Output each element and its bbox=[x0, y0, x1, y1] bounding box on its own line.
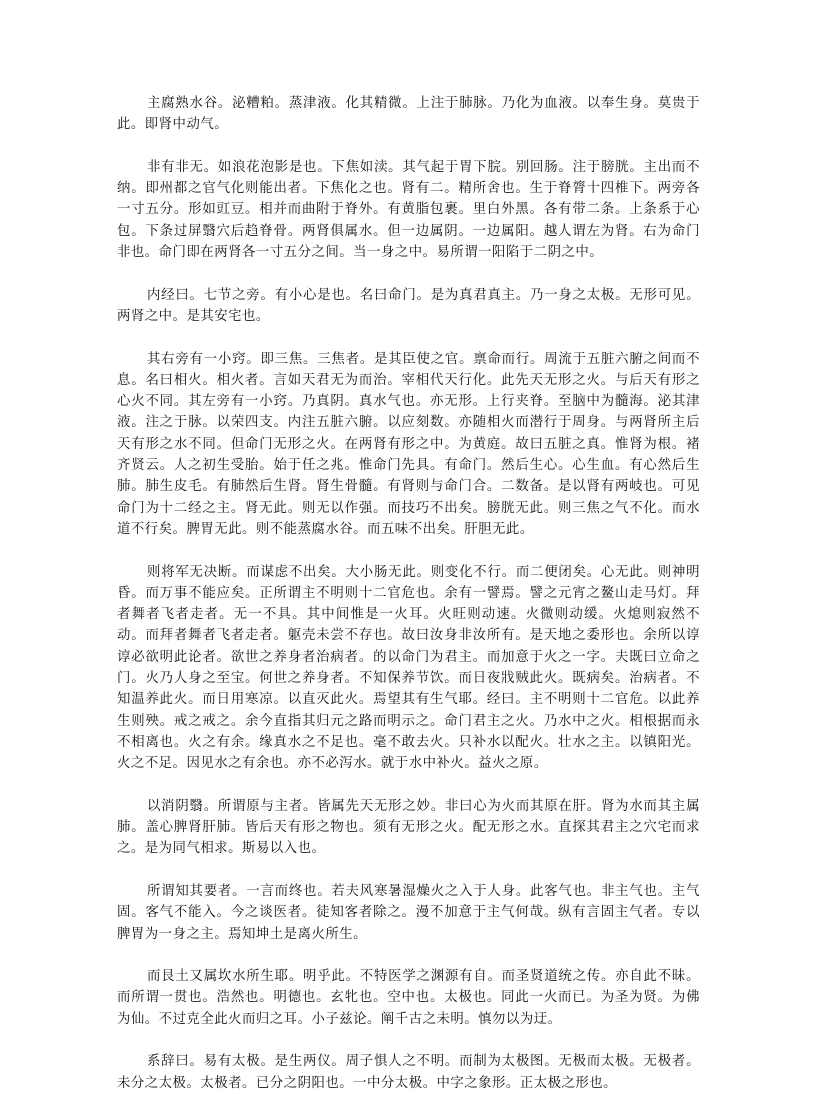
paragraph-3: 内经曰。七节之旁。有小心是也。名曰命门。是为真君真主。乃一身之太极。无形可见。两肾之中。是其安宅也。 bbox=[117, 287, 700, 324]
paragraph-8: 而艮土又属坎水所生耶。明乎此。不特医学之渊源有自。而圣贤道统之传。亦自此不昧。而所谓一贯也。浩然也。明德也。玄牝也。空中也。太极也。同此一火而已。为圣为贤。为佛为仙。不过克全此火而归之耳。小子兹论。阐千古之未明。慎勿以为迂。 bbox=[117, 969, 700, 1027]
paragraph-2: 非有非无。如浪花泡影是也。下焦如渎。其气起于胃下脘。别回肠。注于膀胱。主出而不纳。即州都之官气化则能出者。下焦化之也。肾有二。精所舍也。生于脊膂十四椎下。两旁各一寸五分。形如豇豆。相并而曲附于脊外。有黄脂包裹。里白外黑。各有带二条。上条系于心包。下条过屏翳穴后趋脊骨。两肾俱属水。但一边属阴。一边属阳。越人谓左为肾。右为命门非也。命门即在两肾各一寸五分之间。当一身之中。易所谓一阳陷于二阴之中。 bbox=[117, 159, 700, 261]
paragraph-5: 则将军无决断。而谋虑不出矣。大小肠无此。则变化不行。而二便闭矣。心无此。则神明昏。而万事不能应矣。正所谓主不明则十二官危也。余有一譬焉。譬之元宵之鳌山走马灯。拜者舞者飞者走者。无一不具。其中间惟是一火耳。火旺则动速。火微则动缓。火熄则寂然不动。而拜者舞者飞者走者。躯壳未尝不存也。故曰汝身非汝所有。是天地之委形也。余所以谆谆必欲明此论者。欲世之养身者治病者。的以命门为君主。而加意于火之一字。夫既曰立命之门。火乃人身之至宝。何世之养身者。不知保养节饮。而日夜戕贼此火。既病矣。治病者。不知温养此火。而日用寒凉。以直灭此火。焉望其有生气耶。经曰。主不明则十二官危。以此养生则殃。戒之戒之。余今直指其归元之路而明示之。命门君主之火。乃水中之火。相根据而永不相离也。火之有余。缘真水之不足也。毫不敢去火。只补水以配火。壮水之主。以镇阳光。火之不足。因见水之有余也。亦不必泻水。就于水中补火。益火之原。 bbox=[117, 564, 700, 772]
document-page bbox=[117, 93, 700, 1094]
paragraph-9: 系辞曰。易有太极。是生两仪。周子惧人之不明。而制为太极图。无极而太极。无极者。未分之太极。太极者。已分之阴阳也。一中分太极。中字之象形。正太极之形也。 bbox=[117, 1054, 700, 1091]
paragraph-4: 其右旁有一小窍。即三焦。三焦者。是其臣使之官。禀命而行。周流于五脏六腑之间而不息。名曰相火。相火者。言如天君无为而治。宰相代天行化。此先天无形之火。与后天有形之心火不同。其左旁有一小窍。乃真阴。真水气也。亦无形。上行夹脊。至脑中为髓海。泌其津液。注之于脉。以荣四支。内注五脏六腑。以应刻数。亦随相火而潜行于周身。与两肾所主后天有形之水不同。但命门无形之火。在两肾有形之中。为黄庭。故曰五脏之真。惟肾为根。褚齐贤云。人之初生受胎。始于任之兆。惟命门先具。有命门。然后生心。心生血。有心然后生肺。肺生皮毛。有肺然后生肾。肾生骨髓。有肾则与命门合。二数备。是以肾有两岐也。可见命门为十二经之主。肾无此。则无以作强。而技巧不出矣。膀胱无此。则三焦之气不化。而水道不行矣。脾胃无此。则不能蒸腐水谷。而五味不出矣。肝胆无此。 bbox=[117, 351, 700, 537]
paragraph-7: 所谓知其要者。一言而终也。若夫风寒暑湿燥火之入于人身。此客气也。非主气也。主气固。客气不能入。今之谈医者。徒知客者除之。漫不加意于主气何哉。纵有言固主气者。专以脾胃为一身之主。焉知坤土是离火所生。 bbox=[117, 883, 700, 942]
paragraph-1: 主腐熟水谷。泌糟粕。蒸津液。化其精微。上注于肺脉。乃化为血液。以奉生身。莫贵于此。即肾中动气。 bbox=[117, 96, 700, 133]
paragraph-6: 以消阴翳。所谓原与主者。皆属先天无形之妙。非曰心为火而其原在肝。肾为水而其主属肺。盖心脾肾肝肺。皆后天有形之物也。须有无形之火。配无形之水。直探其君主之穴宅而求之。是为同气相求。斯易以入也。 bbox=[117, 798, 700, 857]
